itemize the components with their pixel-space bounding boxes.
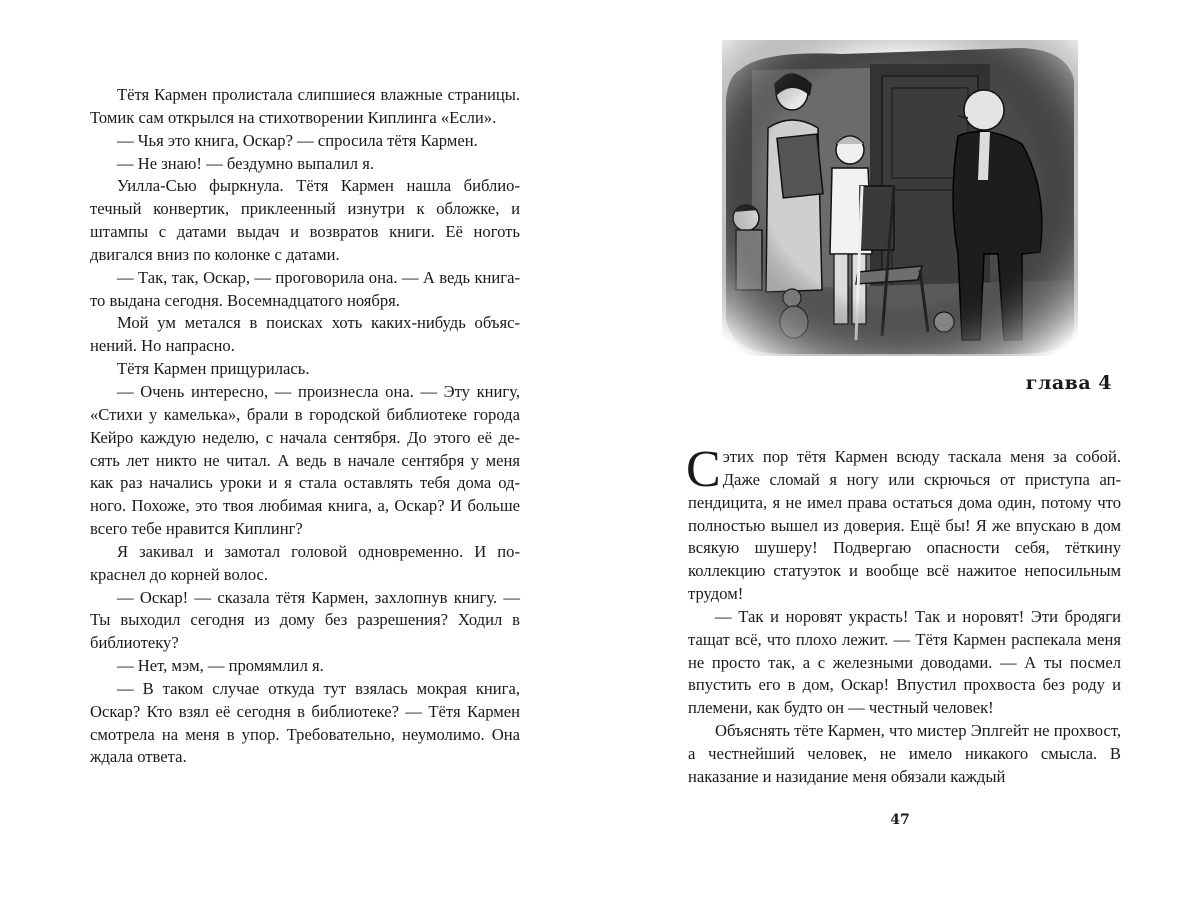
chapter-title: глава 4 [1025,372,1112,394]
first-paragraph-text: этих пор тётя Кармен всюду таскала меня за собой. Даже сломай я ногу или скрючься от приступа аппендицита, я не имел права остаться дома один, потому что полностью вышел из доверия. Ещё бы! Я же впускаю в дом всякую шушеру! Подвергаю опасности себя, тёткину коллекцию статуэток и вообще всё нажитое непосильным трудом! [688,447,1121,604]
paragraph: Объяснять тёте Кармен, что мистер Эплгейт не прохвост, а честнейший человек, не имело никакого смысла. В наказание и назидание меня обязали каждый [688,721,1121,786]
right-page-text [686,441,1121,789]
paragraph: — Нет, мэм, — промямлил я. [117,656,324,676]
paragraph: — Так, так, Оскар, — проговорила она. — А ведь книга-то выдана сегодня. Восемнадцатого ноября. [90,267,520,310]
paragraph: — Так и норовят украсть! Так и норовят! Эти бродяги тащат всё, что плохо лежит. — Тётя Кармен распекала меня не просто так, а с железными доводами. — А ты посмел впустить его в дом, Оскар! Впустил прохвоста без роду и племени, как будто он — честный человек! [688,606,1121,718]
paragraph: Уилла-Сью фыркнула. Тётя Кармен нашла библиотечный конвертик, приклеенный изнутри к обложке, и штампы с датами выдач и возвратов книги. Её ноготь двигался вниз по колонке с датами. [90,176,520,264]
paragraph: Тётя Кармен прищурилась. [117,359,310,379]
paragraph: — Очень интересно, — произнесла она. — Эту книгу, «Стихи у камелька», брали в городской библиотеке города Кейро каждую неделю, с начала сентября. До этого её десять лет никто не читал. А ведь в начале сентября у меня как раз начались уроки и я стала оставлять тебя дома одного. Похоже, это твоя любимая книга, а, Оскар? И больше всего тебе нравится Киплинг? [90,381,520,539]
drop-cap: С [686,441,721,498]
paragraph: Тётя Кармен пролистала слипшиеся влажные страницы. Томик сам открылся на стихотворении Киплинга «Если». [90,85,520,127]
right-page [600,0,1200,900]
left-page-text [90,84,520,769]
first-paragraph [686,441,1121,606]
paragraph: Я закивал и замотал головой одновременно. И покраснел до корней волос. [90,541,520,584]
paragraph: Мой ум метался в поисках хоть каких-нибудь объяснений. Но напрасно. [90,313,520,356]
paragraph: — В таком случае откуда тут взялась мокрая книга, Оскар? Кто взял её сегодня в библиотеке? — Тётя Кармен смотрела на меня в упор. Требовательно, неумолимо. Она ждала ответа. [90,678,520,767]
paragraph: — Чья это книга, Оскар? — спросила тётя Кармен. [117,130,478,150]
paragraph: — Не знаю! — бездумно выпалил я. [117,153,374,173]
paragraph: — Оскар! — сказала тётя Кармен, захлопнув книгу. — Ты выходил сегодня из дому без разрешения? Ходил в библиотеку? [90,587,520,653]
family-scene-illustration [722,40,1078,356]
page-number: 47 [890,812,910,828]
